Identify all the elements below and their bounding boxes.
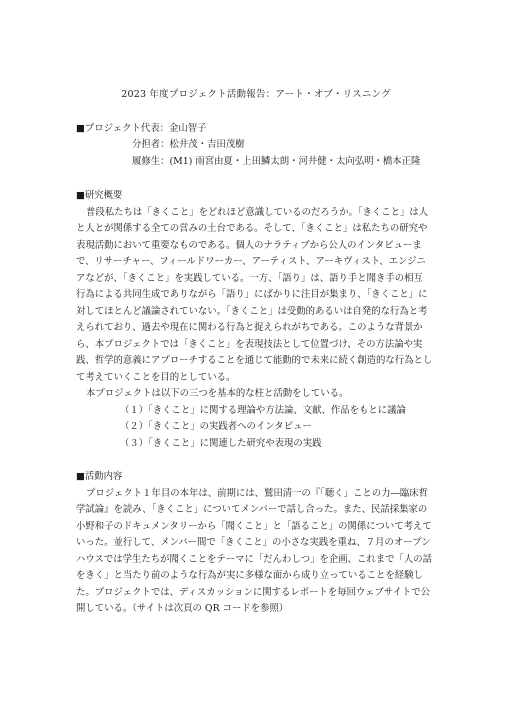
overview-line: て考えていくことを目的としている。 (76, 372, 236, 383)
overview-line: 表現活動において重要なものである。個人のナラティブから公人のインタビューま (76, 240, 422, 251)
overview-line: で、リサーチャー、フィールドワーカー、アーティスト、アーキヴィスト、エンジニ (76, 256, 426, 267)
overview-line: 本プロジェクトは以下の三つを基本的な柱と活動をしている。 (86, 388, 349, 399)
pillar-item: （２）「きくこと」の実践者へのインタビュー (120, 421, 312, 432)
activity-line: 学試論』を読み、「きくこと」についてメンバーで話し合った。また、民話採集家の (76, 504, 428, 515)
activity-line: ハウスでは学生たちが聞くことをテーマに「だんわしつ」を企画、これまで「人の話 (76, 554, 432, 565)
overview-line: アなどが、「きくこと」を実践している。一方、「語り」は、語り手と聞き手の相互 (76, 273, 423, 284)
overview-line: 普段私たちは「きくこと」をどれほど意識しているのだろうか。「きくこと」は人 (86, 207, 429, 218)
overview-line: ら、本プロジェクトでは「きくこと」を表現技法として位置づけ、その方法論や実 (76, 339, 423, 350)
activity-line: 開している。（サイトは次頁の QR コードを参照） (76, 603, 289, 614)
sharers-line: 分担者：松井茂・吉田茂樹 (132, 139, 245, 150)
representative-heading: ■プロジェクト代表：金山智子 (76, 123, 207, 134)
activity-line: いった。並行して、メンバー間で「きくこと」の小さな実践を重ね、７月のオープン (76, 537, 431, 548)
activity-line: た。プロジェクトでは、ディスカッションに関するレポートを毎回ウェブサイトで公 (76, 587, 430, 598)
overview-line: 対してほとんど議論されていない。「きくこと」は受動的あるいは自発的な行為と考 (76, 306, 428, 317)
overview-line: と人とが関係する全ての営みの土台である。そして、「きくこと」は私たちの研究や (76, 223, 428, 234)
pillar-item: （３）「きくこと」に関連した研究や表現の実践 (120, 438, 322, 449)
pillar-item: （１）「きくこと」に関する理論や方法論、文献、作品をもとに議論 (120, 405, 406, 416)
activity-heading: ■活動内容 (76, 471, 123, 482)
activity-line: をきく」と当たり前のような行為が実に多様な面から成り立っていることを経験し (76, 570, 423, 581)
activity-line: 小野和子のドキュメンタリーから「聞くこと」と「語ること」の関係について考えて (76, 521, 432, 532)
document-title: 2023 年度プロジェクト活動報告：アート・オブ・リスニング (121, 89, 391, 100)
overview-heading: ■研究概要 (76, 190, 123, 201)
students-line: 履修生：(M1) 雨宮由夏・上田鱗太朗・河井健・太向弘明・橋本正隆 (132, 156, 421, 167)
activity-line: プロジェクト１年目の本年は、前期には、鷲田清一の『「聴く」ことの力―臨床哲 (86, 488, 428, 499)
overview-line: えられており、過去や現在に関わる行為と捉えられがちである。このような背景か (76, 322, 423, 333)
overview-line: 行為による共同生成でありながら「語り」にばかりに注目が集まり、「きくこと」に (76, 289, 428, 300)
overview-line: 践、哲学的意義にアプローチすることを通じて能動的で未来に続く創造的な行為とし (76, 355, 433, 366)
